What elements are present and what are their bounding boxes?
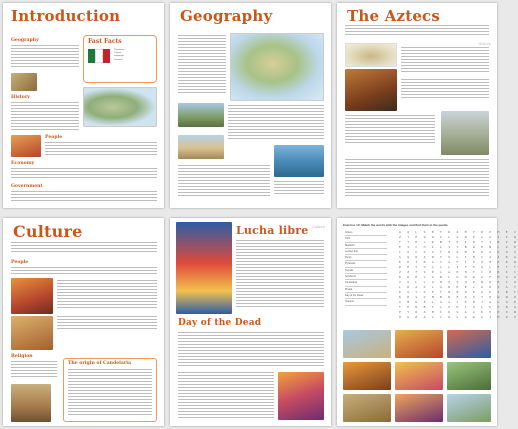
volcano-image: [447, 394, 491, 422]
mexico-flag-image: [88, 49, 110, 63]
luchador-mask-image: [447, 330, 491, 358]
grid-row: H U H A C C E L A R A J M D O: [399, 315, 518, 319]
tacos-image: [395, 330, 443, 358]
word-list-item: Volcano: [345, 299, 387, 305]
text-block: [11, 45, 79, 71]
text-block: [345, 25, 489, 39]
text-block: [45, 142, 157, 158]
pyramid-image: [343, 330, 391, 358]
aztec-empire-map-image: [345, 43, 397, 67]
text-block: [57, 316, 157, 332]
box-heading: The origin of Candelaria: [68, 361, 132, 366]
grid-row: E P I N A T A F T S O M E R R: [399, 260, 518, 264]
text-block: [11, 191, 157, 205]
day-of-the-dead-image: [395, 394, 443, 422]
page-title: Culture: [13, 222, 83, 241]
text-block: [178, 372, 274, 420]
text-block: [178, 35, 226, 95]
page-geography: [170, 3, 331, 208]
church-image: [11, 384, 51, 422]
fast-facts-box: [83, 35, 157, 83]
text-block: [57, 280, 157, 310]
people-image: [11, 135, 41, 157]
page-title: Lucha libre: [236, 224, 309, 237]
fast-facts-title: Fast Facts: [88, 38, 122, 45]
text-block: [11, 102, 79, 132]
text-block: [11, 361, 57, 381]
section-heading-history: History: [11, 95, 30, 100]
text-block: [345, 159, 489, 199]
aztec-warrior-image: [345, 69, 397, 111]
grid-row: K R S O M B R E R O T E W N U: [399, 295, 518, 299]
grid-row: K D E C A B L O M W A F M U A: [399, 275, 518, 279]
candelaria-info-box: [63, 358, 157, 422]
indigenous-people-image: [11, 278, 53, 314]
grid-row: Z Z T S P L A H H T C B R I C: [399, 270, 518, 274]
section-heading-religion: Religion: [11, 354, 33, 359]
grid-row: R E Y O L C L I F U G L E Y T: [399, 265, 518, 269]
section-tag: Culture: [312, 224, 325, 229]
word-list-item: Pyramids: [345, 261, 387, 267]
grid-row: Z T E Q U I L A N P A A I X Q: [399, 235, 518, 239]
chili-image: [447, 362, 491, 390]
aztec-statue-image: [11, 73, 37, 91]
grid-row: T T E L K B T P I R T I N V W: [399, 240, 518, 244]
section-tag: History: [478, 41, 491, 46]
section-heading-people: People: [11, 260, 29, 265]
word-list: [345, 230, 387, 306]
grid-row: P Y R A M I D S A A K E P O N: [399, 310, 518, 314]
page-word-search: [337, 218, 518, 426]
luchador-image: [176, 222, 232, 314]
text-block: [228, 105, 324, 141]
word-list-item: Lucha Libre: [345, 249, 387, 255]
word-list-item: Tacos: [345, 255, 387, 261]
word-list-item: Candelaria: [345, 280, 387, 286]
text-block: [178, 165, 270, 199]
word-list-item: Day of the Dead: [345, 293, 387, 299]
desert-image: [178, 135, 224, 159]
word-list-item: Mariachi: [345, 243, 387, 249]
text-block: [68, 369, 152, 419]
grid-row: D A Y O F T H E D E A D X B T: [399, 290, 518, 294]
page-introduction: [3, 3, 164, 208]
geography-map-image: [230, 33, 324, 101]
page-title: Introduction: [11, 7, 121, 25]
exercise-instructions: Exercise 10: Match the words with the images and find them in the puzzle: [343, 223, 448, 227]
word-list-item: Sombrero: [345, 274, 387, 280]
mariachi-image: [343, 362, 391, 390]
coast-image: [274, 145, 324, 177]
page-culture: [3, 218, 164, 426]
word-list-item: Pinata: [345, 287, 387, 293]
grid-row: A M U E L G A C K R J G L U E: [399, 300, 518, 304]
text-block: [11, 168, 157, 182]
page-title: Geography: [180, 7, 273, 25]
mariachi-image: [11, 316, 53, 350]
page-lucha-libre: [170, 218, 331, 426]
text-block: [178, 332, 324, 368]
grid-row: S Q R A R T O L I H C A I R A: [399, 255, 518, 259]
word-list-item: Aztecs: [345, 230, 387, 236]
text-block: [401, 79, 489, 103]
text-block: [11, 267, 157, 277]
word-list-item: Chili: [345, 236, 387, 242]
fast-facts-rows: Population Capital Language Currency: [114, 49, 125, 61]
grid-row: C A C O S T R A M E D A O O X: [399, 250, 518, 254]
word-list-item: Tequila: [345, 268, 387, 274]
grid-row: E I C H I L I Y B R E N L Z E: [399, 245, 518, 249]
text-block: [11, 242, 157, 256]
grid-row: L R A O L A N D E L A R I A Y: [399, 285, 518, 289]
grid-row: T E R B I L A H C U L D O N U: [399, 305, 518, 309]
section-heading-day-of-the-dead: Day of the Dead: [178, 318, 262, 328]
text-block: [236, 240, 324, 310]
text-block: [345, 115, 435, 145]
text-block: [274, 181, 324, 199]
grid-row: A Q L S E T R A M Y R P M E C: [399, 230, 518, 234]
section-heading-government: Government: [11, 184, 43, 189]
word-search-grid: [399, 230, 518, 326]
page-title: The Aztecs: [347, 7, 441, 25]
text-block: [401, 47, 489, 75]
pinata-image: [395, 362, 443, 390]
sombrero-image: [343, 394, 391, 422]
section-heading-people: People: [45, 135, 63, 140]
volcano-image: [178, 103, 224, 127]
section-heading-geography: Geography: [11, 38, 39, 43]
aztec-sun-stone-image: [441, 111, 489, 155]
section-heading-economy: Economy: [11, 161, 35, 166]
catrina-image: [278, 372, 324, 420]
grid-row: V O L C A N O X Q P N D E C U: [399, 280, 518, 284]
mexico-map-image: [83, 87, 157, 127]
page-aztecs: [337, 3, 497, 208]
